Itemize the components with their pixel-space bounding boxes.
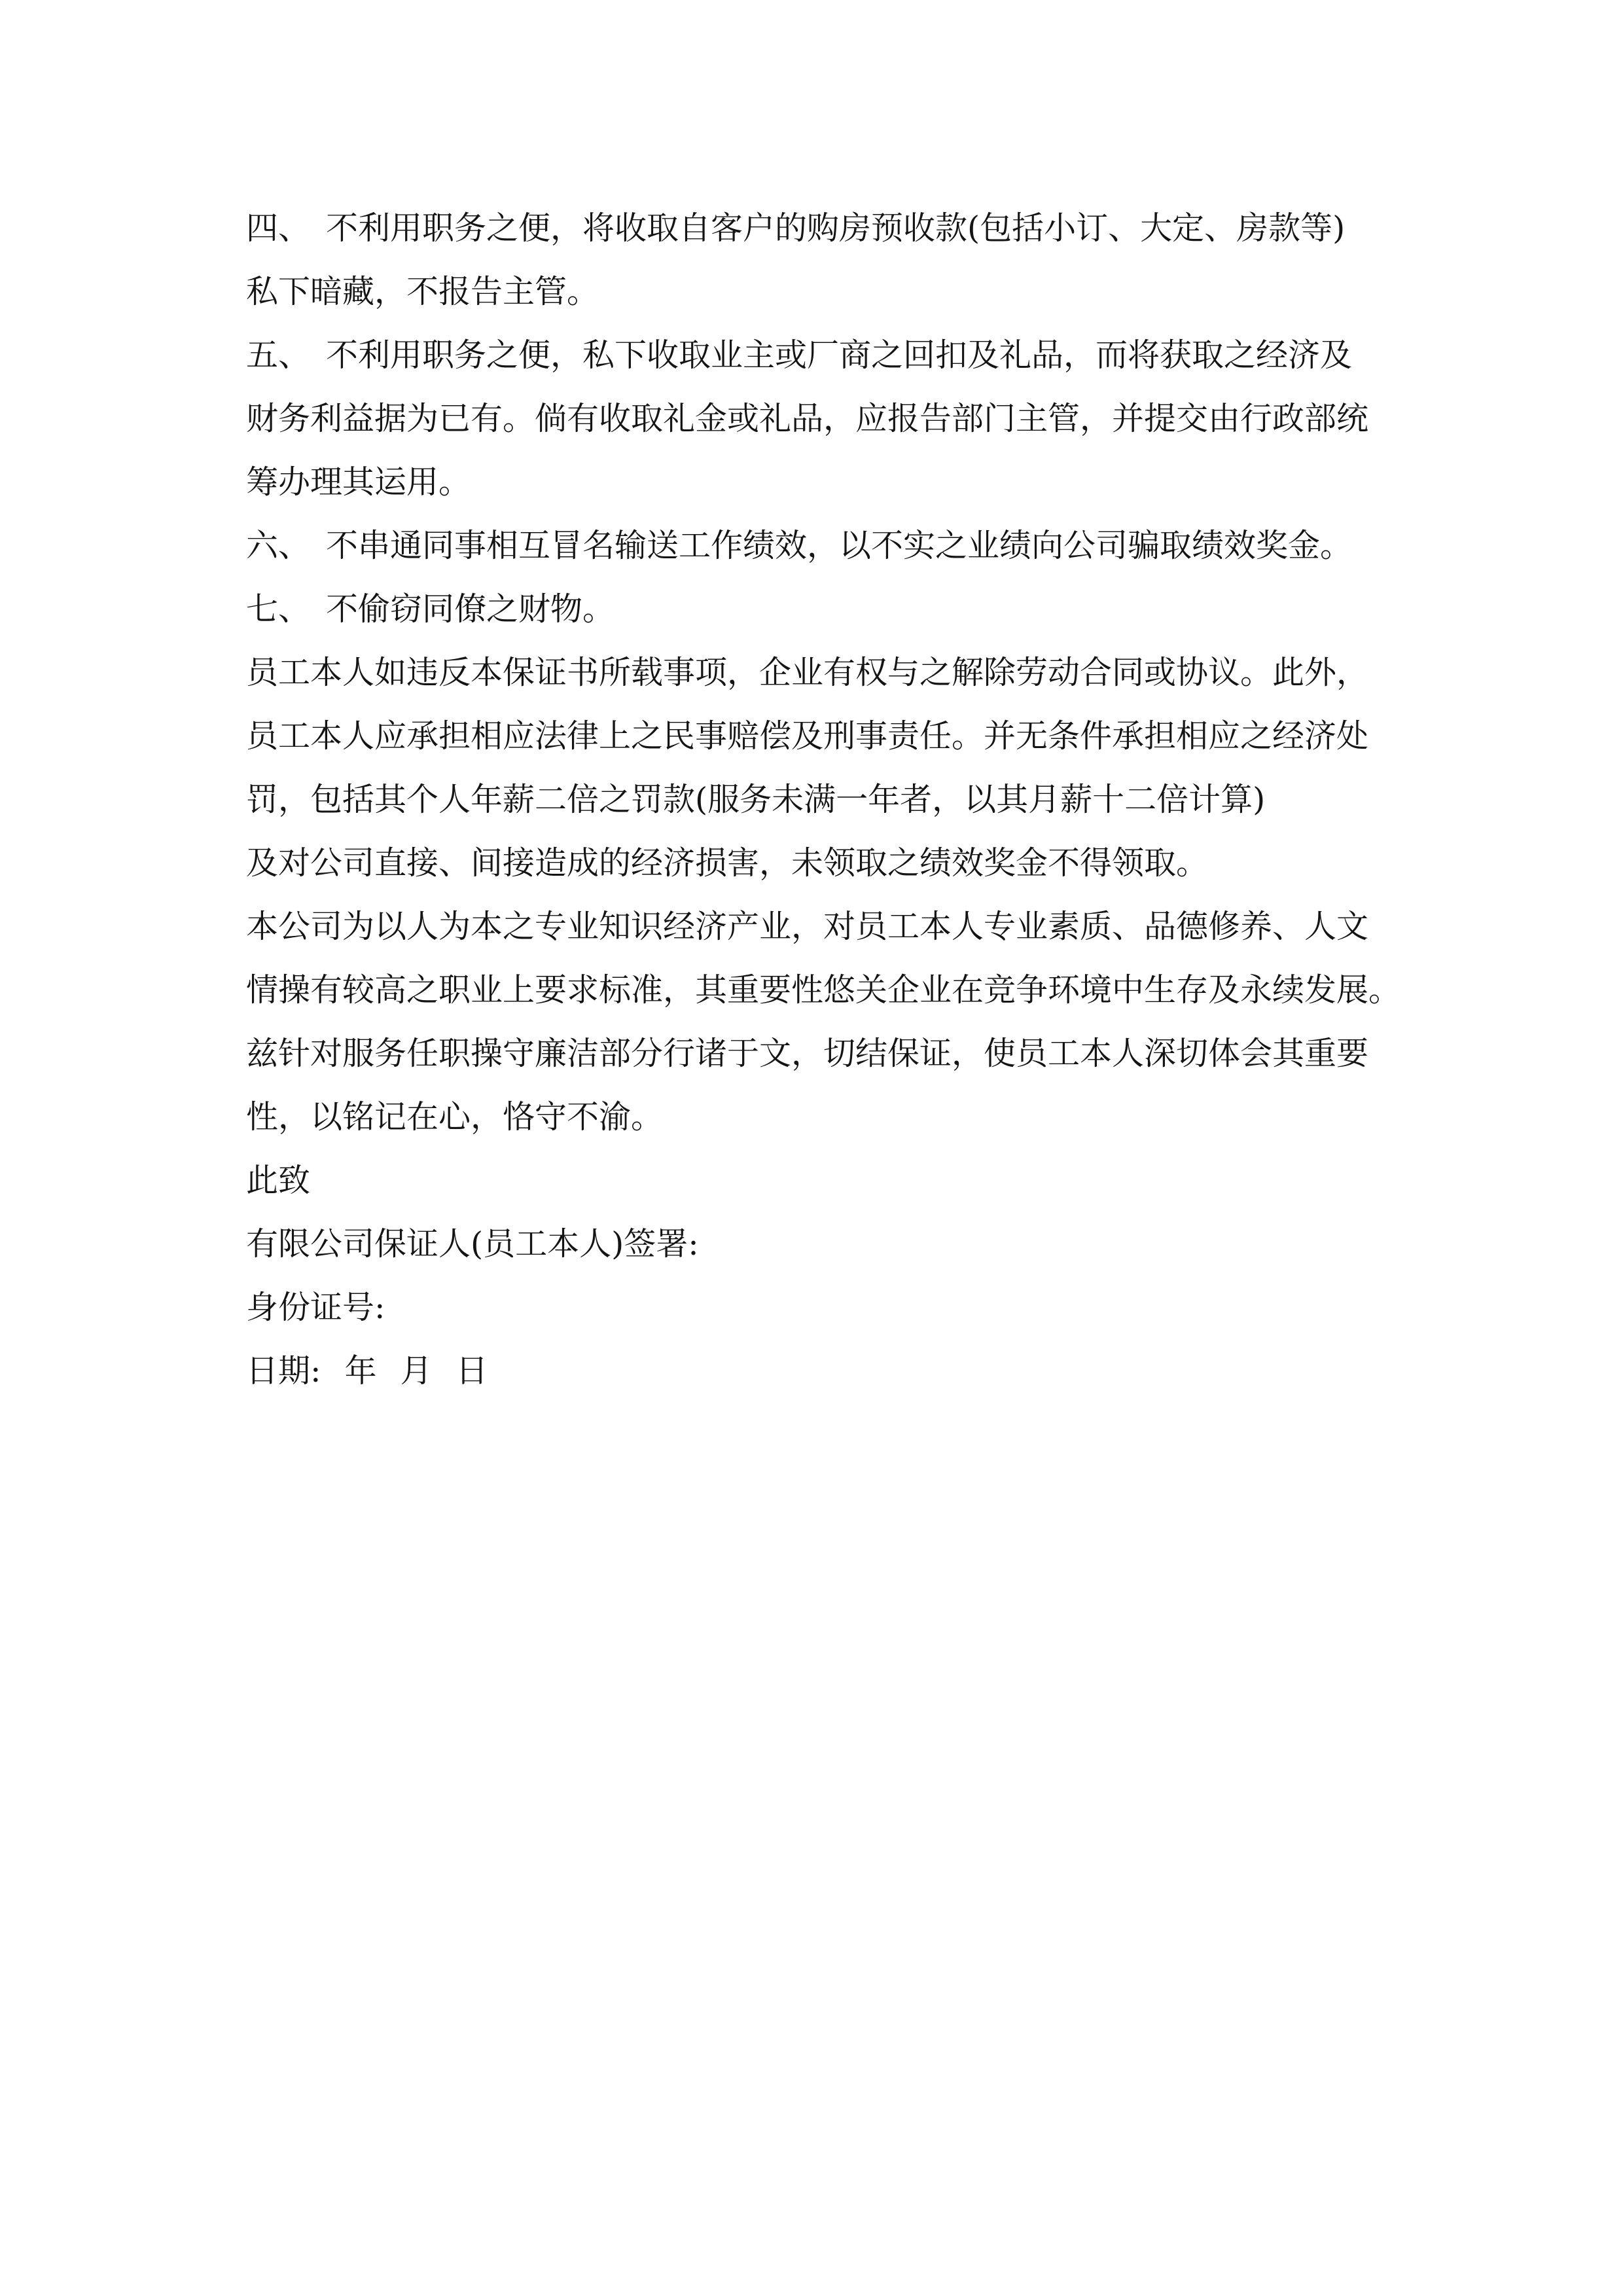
- clause-5-text: 不利用职务之便，私下收取业主或厂商之回扣及礼品，而将获取之经济及: [326, 336, 1353, 374]
- date-label: 日期:: [246, 1352, 321, 1390]
- clause-5-label: 五、: [246, 336, 311, 374]
- clause-5-line-3: 筹办理其运用。: [246, 463, 471, 501]
- clause-7-label: 七、: [246, 590, 311, 628]
- document-body: [246, 196, 1401, 1403]
- signature-field: 有限公司保证人(员工本人)签署:: [246, 1225, 699, 1263]
- clause-5-line-1: [246, 323, 1398, 387]
- closing-salutation: 此致: [246, 1162, 311, 1199]
- clause-5-line-2: 财务利益据为已有。倘有收取礼金或礼品，应报告部门主管，并提交由行政部统: [246, 400, 1369, 437]
- clause-6-label: 六、: [246, 527, 311, 564]
- company-paragraph-line-1: 本公司为以人为本之专业知识经济产业，对员工本人专业素质、品德修养、人文: [246, 908, 1369, 945]
- penalty-paragraph-line-2: 员工本人应承担相应法律上之民事赔偿及刑事责任。并无条件承担相应之经济处: [246, 717, 1369, 755]
- clause-4-line-1: [246, 196, 1398, 260]
- date-day: 日: [455, 1352, 488, 1390]
- company-paragraph-line-2: 情操有较高之职业上要求标准，其重要性悠关企业在竞争环境中生存及永续发展。: [246, 971, 1401, 1009]
- clause-6-line-1: [246, 514, 1398, 577]
- clause-4-text: 不利用职务之便，将收取自客户的购房预收款(包括小订、大定、房款等): [326, 209, 1346, 247]
- clause-4-line-2: 私下暗藏，不报告主管。: [246, 273, 599, 310]
- company-paragraph-line-3: 兹针对服务任职操守廉洁部分行诸于文，切结保证，使员工本人深切体会其重要: [246, 1035, 1369, 1072]
- date-year: 年: [344, 1352, 377, 1390]
- clause-7-text: 不偷窃同僚之财物。: [326, 590, 615, 628]
- company-paragraph-line-4: 性，以铭记在心，恪守不渝。: [246, 1098, 664, 1136]
- penalty-paragraph-line-3: 罚，包括其个人年薪二倍之罚款(服务未满一年者，以其月薪十二倍计算): [246, 781, 1266, 818]
- penalty-paragraph-line-1: 员工本人如违反本保证书所载事项，企业有权与之解除劳动合同或协议。此外，: [246, 654, 1369, 691]
- clause-7-line-1: [246, 577, 1398, 641]
- penalty-paragraph-line-4: 及对公司直接、间接造成的经济损害，未领取之绩效奖金不得领取。: [246, 844, 1209, 882]
- id-number-field: 身份证号:: [246, 1289, 385, 1326]
- date-month: 月: [400, 1352, 433, 1390]
- clause-6-text: 不串通同事相互冒名输送工作绩效，以不实之业绩向公司骗取绩效奖金。: [326, 527, 1353, 564]
- clause-4-label: 四、: [246, 209, 311, 247]
- date-line: [246, 1339, 1398, 1403]
